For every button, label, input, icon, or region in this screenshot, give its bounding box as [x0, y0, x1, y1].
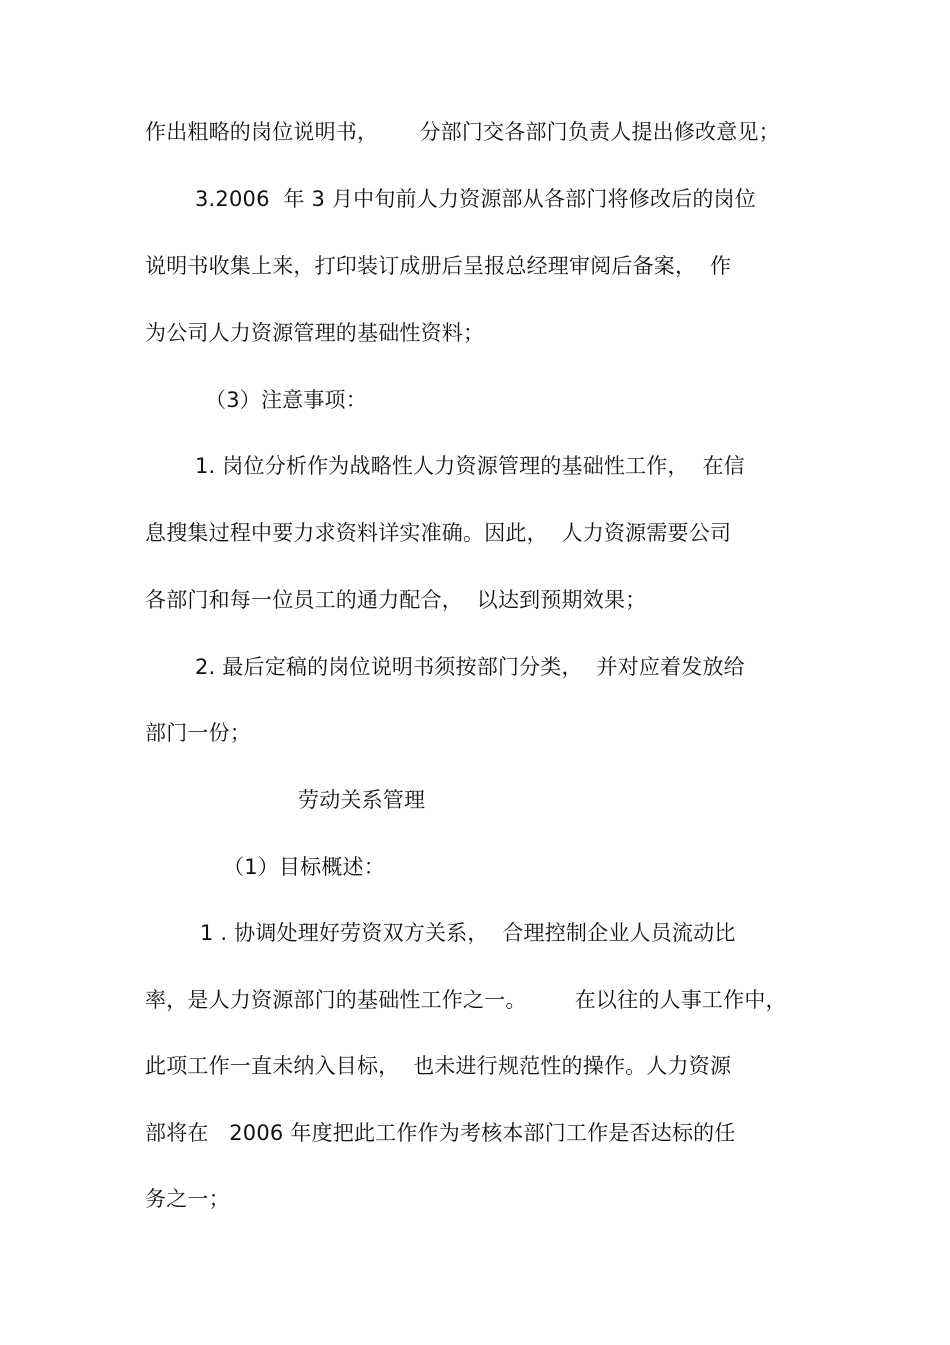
paragraph-line-7: 息搜集过程中要力求资料详实准确。因此， 人力资源需要公司 — [145, 521, 732, 545]
paragraph-line-9: 2. 最后定稿的岗位说明书须按部门分类， 并对应着发放给 — [195, 655, 745, 679]
section-heading-notes: （3）注意事项： — [205, 388, 367, 412]
paragraph-line-6: 1. 岗位分析作为战略性人力资源管理的基础性工作， 在信 — [195, 454, 745, 478]
paragraph-line-16: 部将在 2006 年度把此工作作为考核本部门工作是否达标的任 — [145, 1121, 736, 1145]
paragraph-line-15: 此项工作一直未纳入目标， 也未进行规范性的操作。人力资源 — [145, 1054, 732, 1078]
paragraph-line-8: 各部门和每一位员工的通力配合， 以达到预期效果； — [145, 588, 647, 612]
section-title-labor-relations: 劳动关系管理 — [298, 788, 426, 812]
paragraph-line-13: 1 . 协调处理好劳资双方关系， 合理控制企业人员流动比 — [200, 921, 736, 945]
paragraph-line-4: 为公司人力资源管理的基础性资料； — [145, 321, 485, 345]
paragraph-line-3: 说明书收集上来，打印装订成册后呈报总经理审阅后备案， 作 — [145, 254, 732, 278]
paragraph-line-10: 部门一份； — [145, 721, 251, 745]
paragraph-line-14: 率，是人力资源部门的基础性工作之一。 在以往的人事工作中， — [145, 988, 787, 1012]
section-heading-objectives: （1）目标概述： — [223, 855, 385, 879]
paragraph-line-17: 务之一； — [145, 1187, 230, 1211]
paragraph-line-2: 3.2006 年 3 月中旬前人力资源部从各部门将修改后的岗位 — [195, 187, 756, 211]
paragraph-line-1: 作出粗略的岗位说明书， 分部门交各部门负责人提出修改意见； — [145, 120, 780, 144]
